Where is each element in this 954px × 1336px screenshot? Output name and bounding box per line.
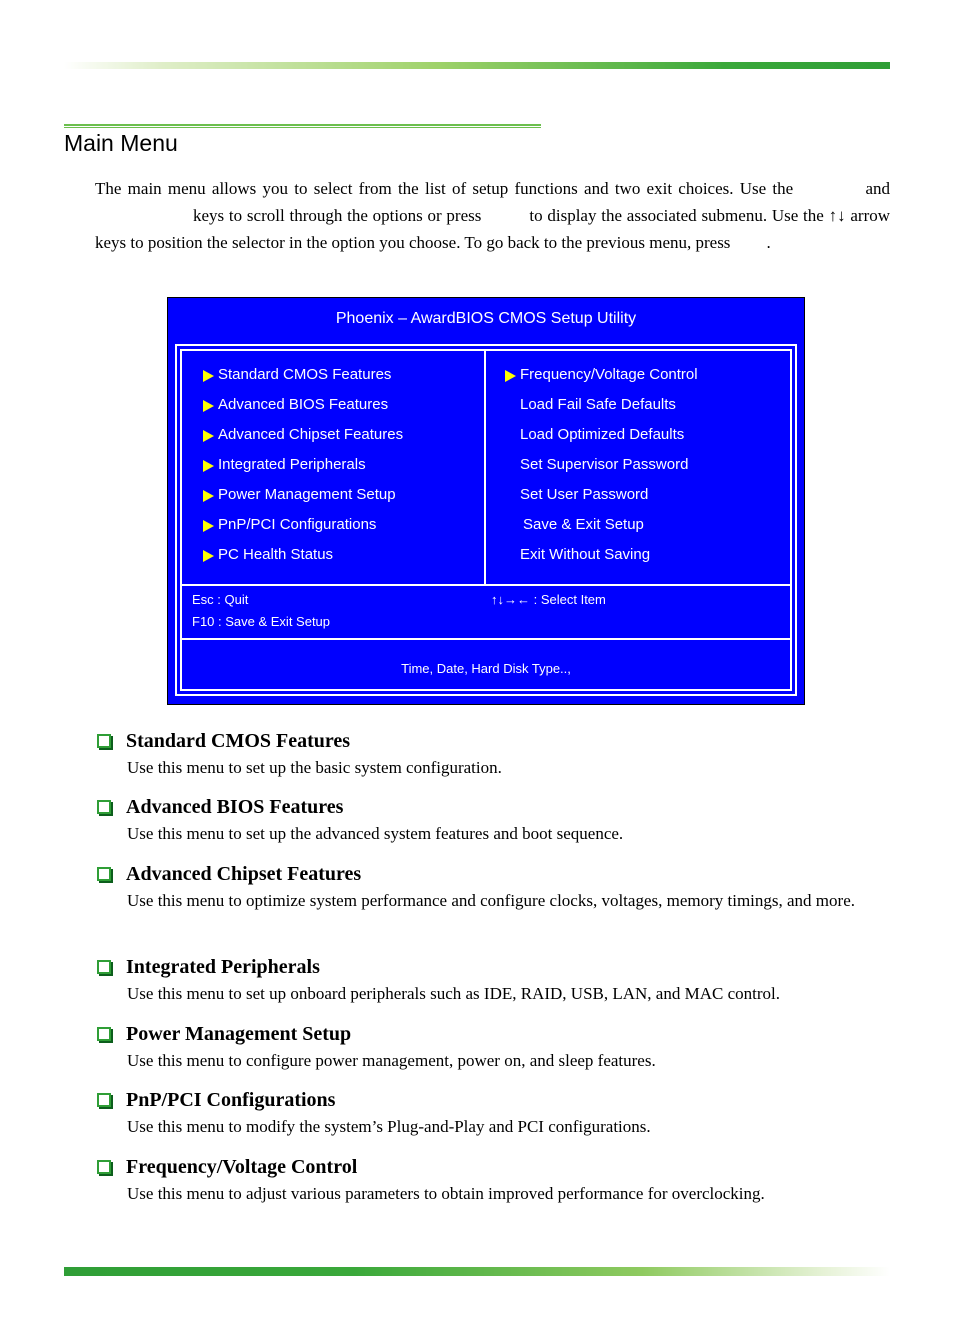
intro-text: to display the associated bbox=[529, 206, 697, 225]
key-select-item: ↑↓→← : Select Item bbox=[491, 592, 606, 607]
bios-menu-label: PnP/PCI Configurations bbox=[218, 516, 377, 533]
bios-menu-item[interactable] bbox=[505, 455, 698, 485]
list-item bbox=[95, 861, 895, 914]
checkbox-bullet-icon bbox=[97, 1093, 111, 1107]
page-title: Main Menu bbox=[64, 130, 178, 156]
bios-menu-label: Standard CMOS Features bbox=[218, 366, 392, 383]
bios-screen bbox=[167, 297, 805, 705]
feature-description: Use this menu to set up onboard peripherals such as IDE, RAID, USB, LAN, and MAC control. bbox=[127, 984, 780, 1003]
intro-paragraph bbox=[95, 175, 890, 256]
bios-menu-item[interactable] bbox=[203, 455, 403, 485]
bios-menu-label: Load Optimized Defaults bbox=[520, 426, 685, 443]
bios-menu-label: Advanced Chipset Features bbox=[218, 426, 404, 443]
feature-title: Integrated Peripherals bbox=[126, 955, 320, 978]
bios-right-menu bbox=[505, 365, 698, 575]
feature-description: Use this menu to adjust various parameters to obtain improved performance for overclocking. bbox=[127, 1184, 765, 1203]
bios-menu-item[interactable] bbox=[203, 485, 403, 515]
bios-frame bbox=[175, 344, 797, 696]
bios-menu-label: PC Health Status bbox=[218, 546, 334, 563]
key-legend-left bbox=[192, 589, 330, 633]
checkbox-bullet-icon bbox=[97, 867, 111, 881]
checkbox-bullet-icon bbox=[97, 1027, 111, 1041]
pointer-triangle-icon bbox=[203, 490, 214, 502]
feature-title: Standard CMOS Features bbox=[126, 729, 351, 752]
heading-rule bbox=[64, 124, 541, 128]
bios-menu-label: Save & Exit Setup bbox=[523, 516, 644, 533]
header-gradient-rule bbox=[64, 62, 890, 69]
bios-menu-item[interactable] bbox=[203, 545, 403, 575]
checkbox-bullet-icon bbox=[97, 734, 111, 748]
feature-title: PnP/PCI Configurations bbox=[126, 1088, 336, 1111]
feature-title: Power Management Setup bbox=[126, 1022, 352, 1045]
bios-help-line: Time, Date, Hard Disk Type.., bbox=[401, 661, 571, 676]
intro-text: keys to scroll through the options or press bbox=[193, 206, 482, 225]
intro-text: previous menu, press bbox=[586, 233, 731, 252]
bios-menu-label: Load Fail Safe Defaults bbox=[520, 396, 676, 413]
bios-menu-item[interactable] bbox=[505, 425, 698, 455]
bios-menu-label: Frequency/Voltage Control bbox=[520, 366, 698, 383]
pointer-triangle-icon bbox=[505, 370, 516, 382]
bios-menu-item[interactable] bbox=[505, 395, 698, 425]
intro-text: The main menu allows you to select from the list of setup functions and two exit choices. Use the bbox=[95, 179, 794, 198]
intro-text: and bbox=[865, 179, 890, 198]
bios-menu-item[interactable] bbox=[505, 365, 698, 395]
list-item bbox=[95, 1154, 895, 1207]
checkbox-bullet-icon bbox=[97, 960, 111, 974]
feature-description: Use this menu to configure power management, power on, and sleep features. bbox=[127, 1051, 656, 1070]
feature-description: Use this menu to optimize system performance and configure clocks, voltages, memory timings, and more. bbox=[127, 891, 855, 910]
bios-menu-item[interactable] bbox=[505, 515, 698, 545]
bios-menu-item[interactable] bbox=[203, 365, 403, 395]
feature-description: Use this menu to set up the basic system configuration. bbox=[127, 758, 502, 777]
feature-title: Advanced BIOS Features bbox=[126, 795, 344, 818]
bios-left-menu bbox=[203, 365, 403, 575]
checkbox-bullet-icon bbox=[97, 1160, 111, 1174]
pointer-triangle-icon bbox=[203, 550, 214, 562]
list-item bbox=[95, 1021, 895, 1074]
intro-text: submenu. Use the bbox=[701, 206, 824, 225]
feature-description: Use this menu to set up the advanced system features and boot sequence. bbox=[127, 824, 624, 843]
bios-menu-item[interactable] bbox=[505, 545, 698, 575]
list-item bbox=[95, 954, 895, 1007]
pointer-triangle-icon bbox=[203, 520, 214, 532]
footer-gradient-rule bbox=[64, 1267, 890, 1276]
bios-menu-label: Set User Password bbox=[520, 486, 649, 503]
bios-menu-item[interactable] bbox=[203, 425, 403, 455]
feature-description: Use this menu to modify the system’s Plug-and-Play and PCI configurations. bbox=[127, 1117, 651, 1136]
bios-menu-item[interactable] bbox=[505, 485, 698, 515]
help-divider bbox=[182, 638, 790, 640]
pointer-triangle-icon bbox=[203, 430, 214, 442]
list-item bbox=[95, 794, 895, 847]
bios-menu-label: Advanced BIOS Features bbox=[218, 396, 389, 413]
bios-menu-item[interactable] bbox=[203, 395, 403, 425]
key-quit: Esc : Quit bbox=[192, 592, 249, 607]
bios-menu-label: Power Management Setup bbox=[218, 486, 396, 503]
bios-menu-label: Set Supervisor Password bbox=[520, 456, 689, 473]
bios-title: Phoenix – AwardBIOS CMOS Setup Utility bbox=[335, 310, 637, 327]
pointer-triangle-icon bbox=[203, 400, 214, 412]
pointer-triangle-icon bbox=[203, 460, 214, 472]
list-item bbox=[95, 728, 895, 781]
up-down-arrows-icon: ↑↓ bbox=[828, 206, 846, 225]
list-item bbox=[95, 1087, 895, 1140]
intro-text: arrow keys to position the selector in the option you choose. To go back to the bbox=[95, 206, 891, 252]
feature-title: Advanced Chipset Features bbox=[126, 862, 362, 885]
intro-text: . bbox=[766, 233, 771, 252]
checkbox-bullet-icon bbox=[97, 800, 111, 814]
bios-menu-label: Integrated Peripherals bbox=[218, 456, 366, 473]
bios-menu-item[interactable] bbox=[203, 515, 403, 545]
menu-divider bbox=[182, 584, 790, 586]
bios-menu-label: Exit Without Saving bbox=[520, 546, 651, 563]
column-divider bbox=[484, 351, 486, 584]
key-save-exit: F10 : Save & Exit Setup bbox=[192, 614, 331, 629]
pointer-triangle-icon bbox=[203, 370, 214, 382]
bios-frame-inner bbox=[180, 349, 792, 691]
feature-title: Frequency/Voltage Control bbox=[126, 1155, 358, 1178]
